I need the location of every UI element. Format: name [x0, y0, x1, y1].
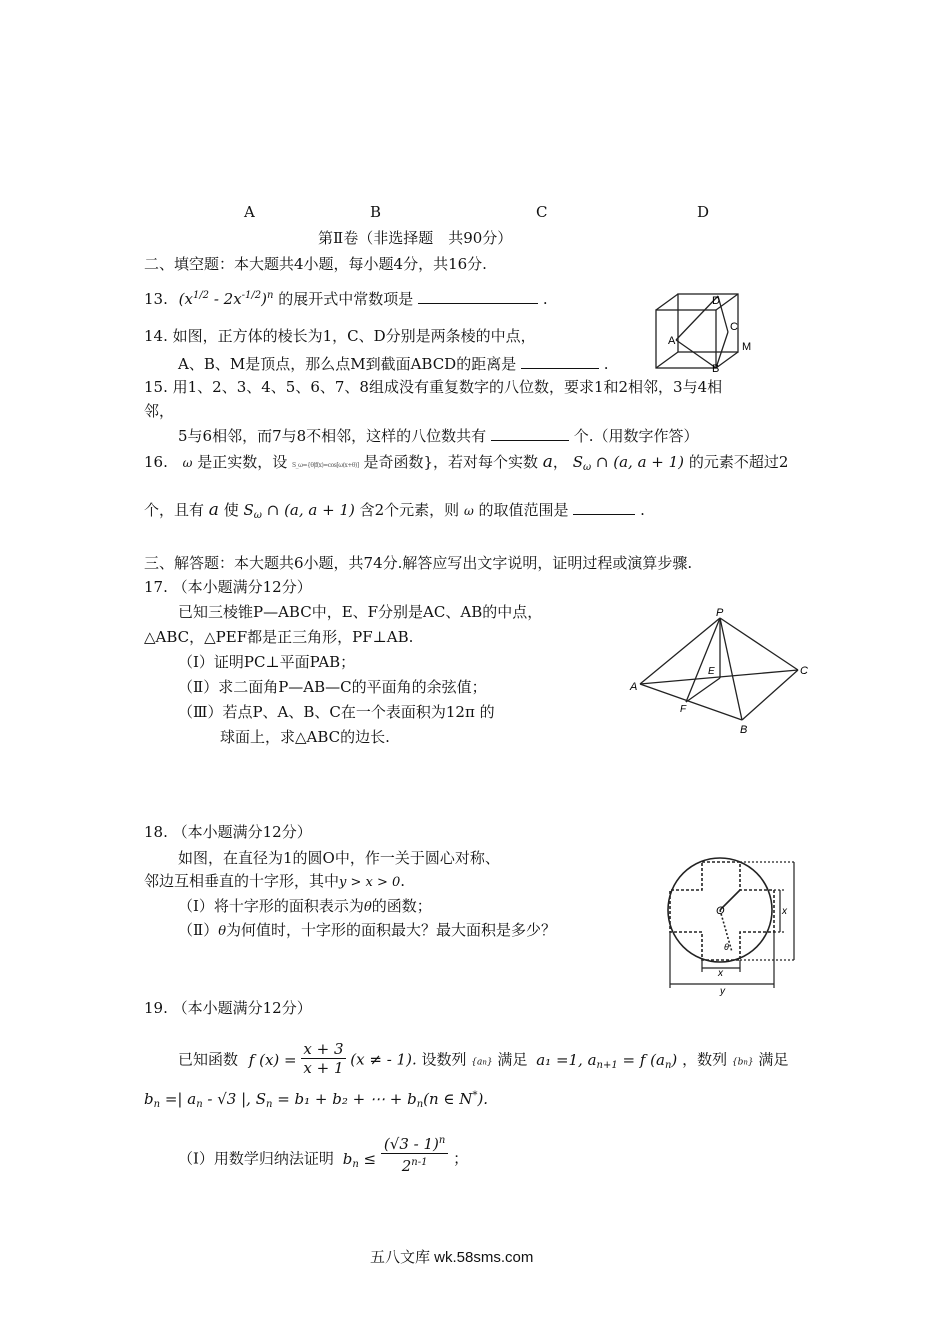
q13-number: 13. [144, 290, 168, 308]
cube-label-d: D [712, 295, 720, 307]
q19-l1: 已知函数 f (x) = $\frac{x + 3}{x + 1}$ (x ≠ - 1). 设数列 {an} 满足 a₁ =1, $a_{n+1} = f$ $(a_n)$ ，数列 {bn} 满足 [178, 1040, 789, 1077]
circle-label-x-bottom: x [718, 968, 723, 979]
q13-answer-blank[interactable] [418, 289, 538, 304]
q14-line1: 14. 如图，正方体的棱长为1，C、D分别是两条棱的中点， [144, 327, 536, 345]
fill-header: 二、填空题：本大题共4小题，每小题4分，共16分. [144, 255, 487, 273]
q18-l1: 如图，在直径为1的圆O中，作一关于圆心对称、 [178, 849, 500, 867]
q17-head: 17. （本小题满分12分） [144, 578, 312, 596]
choice-b: B [370, 203, 382, 221]
q17-l2: △ABC，△PEF都是正三角形，PF⊥AB. [144, 628, 414, 646]
q14-line2: A、B、M是顶点，那么点M到截面ABCD的距离是 . [178, 355, 609, 373]
choice-a: A [244, 203, 255, 221]
circle-label-x-right: x [782, 906, 787, 917]
tetra-label-f: F [680, 704, 687, 715]
tetrahedron-figure [628, 608, 814, 738]
q16-line1: 16. ω 是正实数，设 S_ω={θ|f(x)=cos[ω(x+θ)] 是奇函数}，若对每个实数 a， $S_\omega$ ∩ (a, a + 1) 的元素不超过2 [144, 452, 789, 473]
tetra-label-a: A [630, 681, 638, 693]
q19-fraction: $\frac{x + 3}{x + 1}$ [303, 1040, 344, 1077]
circle-label-o: O [716, 905, 725, 917]
cross-circle-figure [662, 852, 802, 996]
cube-label-a: A [668, 335, 676, 347]
q19-ineq-fraction: $\frac{(√3 - 1)^n}{2^{n-1}}$ [381, 1132, 448, 1175]
footer-watermark: 五八文库 wk.58sms.com [370, 1249, 534, 1266]
q18-l4: （Ⅱ）θ为何值时，十字形的面积最大？最大面积是多少？ [178, 921, 557, 939]
tetra-label-c: C [800, 665, 808, 677]
q18-l3: （Ⅰ）将十字形的面积表示为θ的函数； [178, 897, 432, 915]
tetra-label-e: E [708, 666, 715, 677]
q19-p1: （Ⅰ）用数学归纳法证明 $b_n$ ≤ $\frac{(√3 - 1)^n}{2^{n-1}}$ ； [178, 1138, 468, 1181]
q14-answer-blank[interactable] [521, 354, 599, 369]
q13: 13. $(x^{1/2} - 2x^{-1/2})^n$ 的展开式中常数项是 . [144, 290, 548, 308]
tetra-label-b: B [740, 724, 748, 736]
q18-l2: 邻边互相垂直的十字形，其中y > x > 0. [144, 872, 406, 890]
q13-text: 的展开式中常数项是 [278, 290, 414, 308]
q16-answer-blank[interactable] [573, 500, 635, 515]
solve-header: 三、解答题：本大题共6小题，共74分.解答应写出文字说明，证明过程或演算步骤. [144, 554, 693, 572]
q16-line2: 个，且有 a 使 $S_\omega$ ∩ (a, a + 1) 含2个元素，则 ω 的取值范围是 . [144, 500, 645, 521]
circle-label-y: y [720, 986, 725, 996]
q17-l5: （Ⅲ）若点P、A、B、C在一个表面积为12π 的 [178, 703, 495, 721]
cube-figure [650, 292, 760, 372]
q15-line2: 邻， [144, 402, 175, 420]
section-title: 第Ⅱ卷（非选择题 共90分） [318, 229, 513, 247]
circle-label-theta: θ [724, 942, 729, 952]
q18-head: 18. （本小题满分12分） [144, 823, 312, 841]
cube-label-m: M [742, 341, 752, 353]
q13-expr: $(x^{1/2} - 2x^{-1/2})^n$ [178, 290, 274, 308]
q15-answer-blank[interactable] [491, 426, 569, 441]
cube-label-b: B [712, 363, 720, 372]
q15-line3: 5与6相邻，而7与8不相邻，这样的八位数共有 个.（用数字作答） [178, 427, 699, 445]
cube-label-c: C [730, 321, 738, 333]
choice-d: D [697, 203, 710, 221]
q19-head: 19. （本小题满分12分） [144, 999, 312, 1017]
tetra-label-p: P [716, 608, 724, 619]
q15-line1: 15. 用1、2、3、4、5、6、7、8组成没有重复数字的八位数，要求1和2相邻，3与4相 [144, 378, 723, 396]
q17-l1: 已知三棱锥P—ABC中，E、F分别是AC、AB的中点， [178, 603, 543, 621]
q17-l3: （Ⅰ）证明PC⊥平面PAB； [178, 653, 356, 671]
q16-garbled-formula: S_ω={θ|f(x)=cos[ω(x+θ)] [292, 462, 359, 469]
q19-l2: $b_n$ =| $a_n - √3$ |, $S_n = b_1 + b_2$ + ⋯ + $b_n(n$ ∈ N*). [144, 1090, 489, 1110]
q17-l6: 球面上，求△ABC的边长. [220, 728, 390, 746]
choice-c: C [536, 203, 548, 221]
q17-l4: （Ⅱ）求二面角P—AB—C的平面角的余弦值； [178, 678, 487, 696]
